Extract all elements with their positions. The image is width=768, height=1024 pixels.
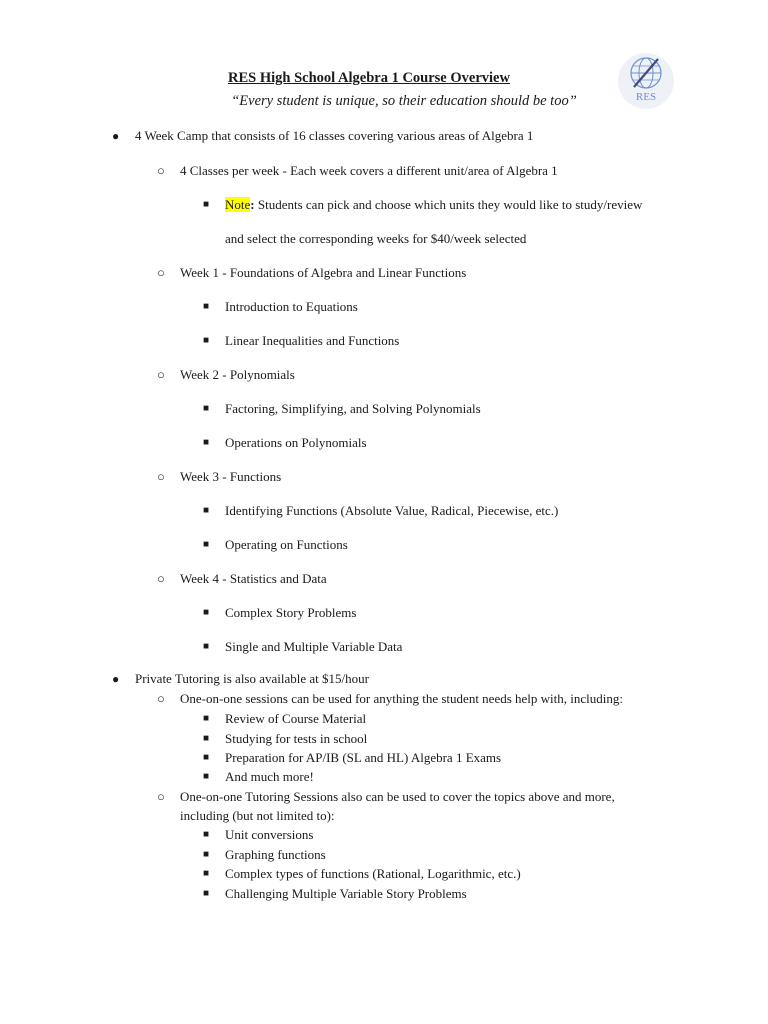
square-bullet-icon: ■ (203, 849, 210, 860)
week-topic: Single and Multiple Variable Data (225, 639, 403, 654)
circle-bullet-icon: ○ (157, 469, 165, 484)
circle-bullet-icon: ○ (157, 367, 165, 382)
square-bullet-icon: ■ (203, 868, 210, 879)
week-topic: Factoring, Simplifying, and Solving Polynomials (225, 401, 481, 416)
square-bullet-icon: ■ (203, 539, 210, 550)
list-item: Graphing functions (225, 847, 326, 862)
res-logo (616, 50, 676, 112)
square-bullet-icon: ■ (203, 199, 210, 210)
square-bullet-icon: ■ (203, 505, 210, 516)
week-topic: Linear Inequalities and Functions (225, 333, 400, 348)
square-bullet-icon: ■ (203, 771, 210, 782)
note-label: Note (225, 197, 251, 212)
list-item: Challenging Multiple Variable Story Problems (225, 886, 467, 901)
square-bullet-icon: ■ (203, 829, 210, 840)
list-item: Studying for tests in school (225, 731, 368, 746)
week-topic: Introduction to Equations (225, 299, 358, 314)
topics-intro: One-on-one Tutoring Sessions also can be used to cover the topics above and more, (180, 789, 615, 804)
camp-per-week: 4 Classes per week - Each week covers a different unit/area of Algebra 1 (180, 163, 558, 178)
list-item: Review of Course Material (225, 711, 367, 726)
camp-intro: 4 Week Camp that consists of 16 classes covering various areas of Algebra 1 (135, 128, 534, 143)
square-bullet-icon: ■ (203, 403, 210, 414)
week-title: Week 2 - Polynomials (180, 367, 295, 382)
page-title: RES High School Algebra 1 Course Overview (228, 70, 510, 86)
square-bullet-icon: ■ (203, 301, 210, 312)
tutoring-intro: Private Tutoring is also available at $15/hour (135, 671, 369, 686)
square-bullet-icon: ■ (203, 641, 210, 652)
topics-intro-continued: including (but not limited to): (180, 808, 335, 823)
square-bullet-icon: ■ (203, 437, 210, 448)
week-topic: Identifying Functions (Absolute Value, Radical, Piecewise, etc.) (225, 503, 559, 518)
square-bullet-icon: ■ (203, 607, 210, 618)
circle-bullet-icon: ○ (157, 163, 165, 178)
circle-bullet-icon: ○ (157, 789, 165, 804)
sessions-intro: One-on-one sessions can be used for anything the student needs help with, including: (180, 691, 623, 706)
square-bullet-icon: ■ (203, 713, 210, 724)
square-bullet-icon: ■ (203, 888, 210, 899)
logo-text: RES (635, 91, 657, 103)
week-topic: Operating on Functions (225, 537, 348, 552)
list-item: And much more! (225, 769, 314, 784)
note-text: Students can pick and choose which units they would like to study/review (254, 197, 643, 212)
week-topic: Operations on Polynomials (225, 435, 367, 450)
circle-bullet-icon: ○ (157, 571, 165, 586)
week-title: Week 3 - Functions (180, 469, 282, 484)
bullet-icon: ● (112, 129, 120, 143)
square-bullet-icon: ■ (203, 752, 210, 763)
circle-bullet-icon: ○ (157, 691, 165, 706)
tagline: “Every student is unique, so their education should be too” (231, 93, 577, 109)
list-item: Complex types of functions (Rational, Logarithmic, etc.) (225, 866, 521, 881)
note-colon: : (250, 197, 255, 212)
week-title: Week 1 - Foundations of Algebra and Linear Functions (180, 265, 467, 280)
list-item: Unit conversions (225, 827, 314, 842)
circle-bullet-icon: ○ (157, 265, 165, 280)
bullet-icon: ● (112, 672, 120, 686)
week-topic: Complex Story Problems (225, 605, 357, 620)
square-bullet-icon: ■ (203, 335, 210, 346)
camp-note (225, 197, 642, 213)
square-bullet-icon: ■ (203, 733, 210, 744)
list-item: Preparation for AP/IB (SL and HL) Algebra 1 Exams (225, 750, 502, 765)
week-title: Week 4 - Statistics and Data (180, 571, 327, 586)
camp-note-continued: and select the corresponding weeks for $40/week selected (225, 231, 527, 246)
